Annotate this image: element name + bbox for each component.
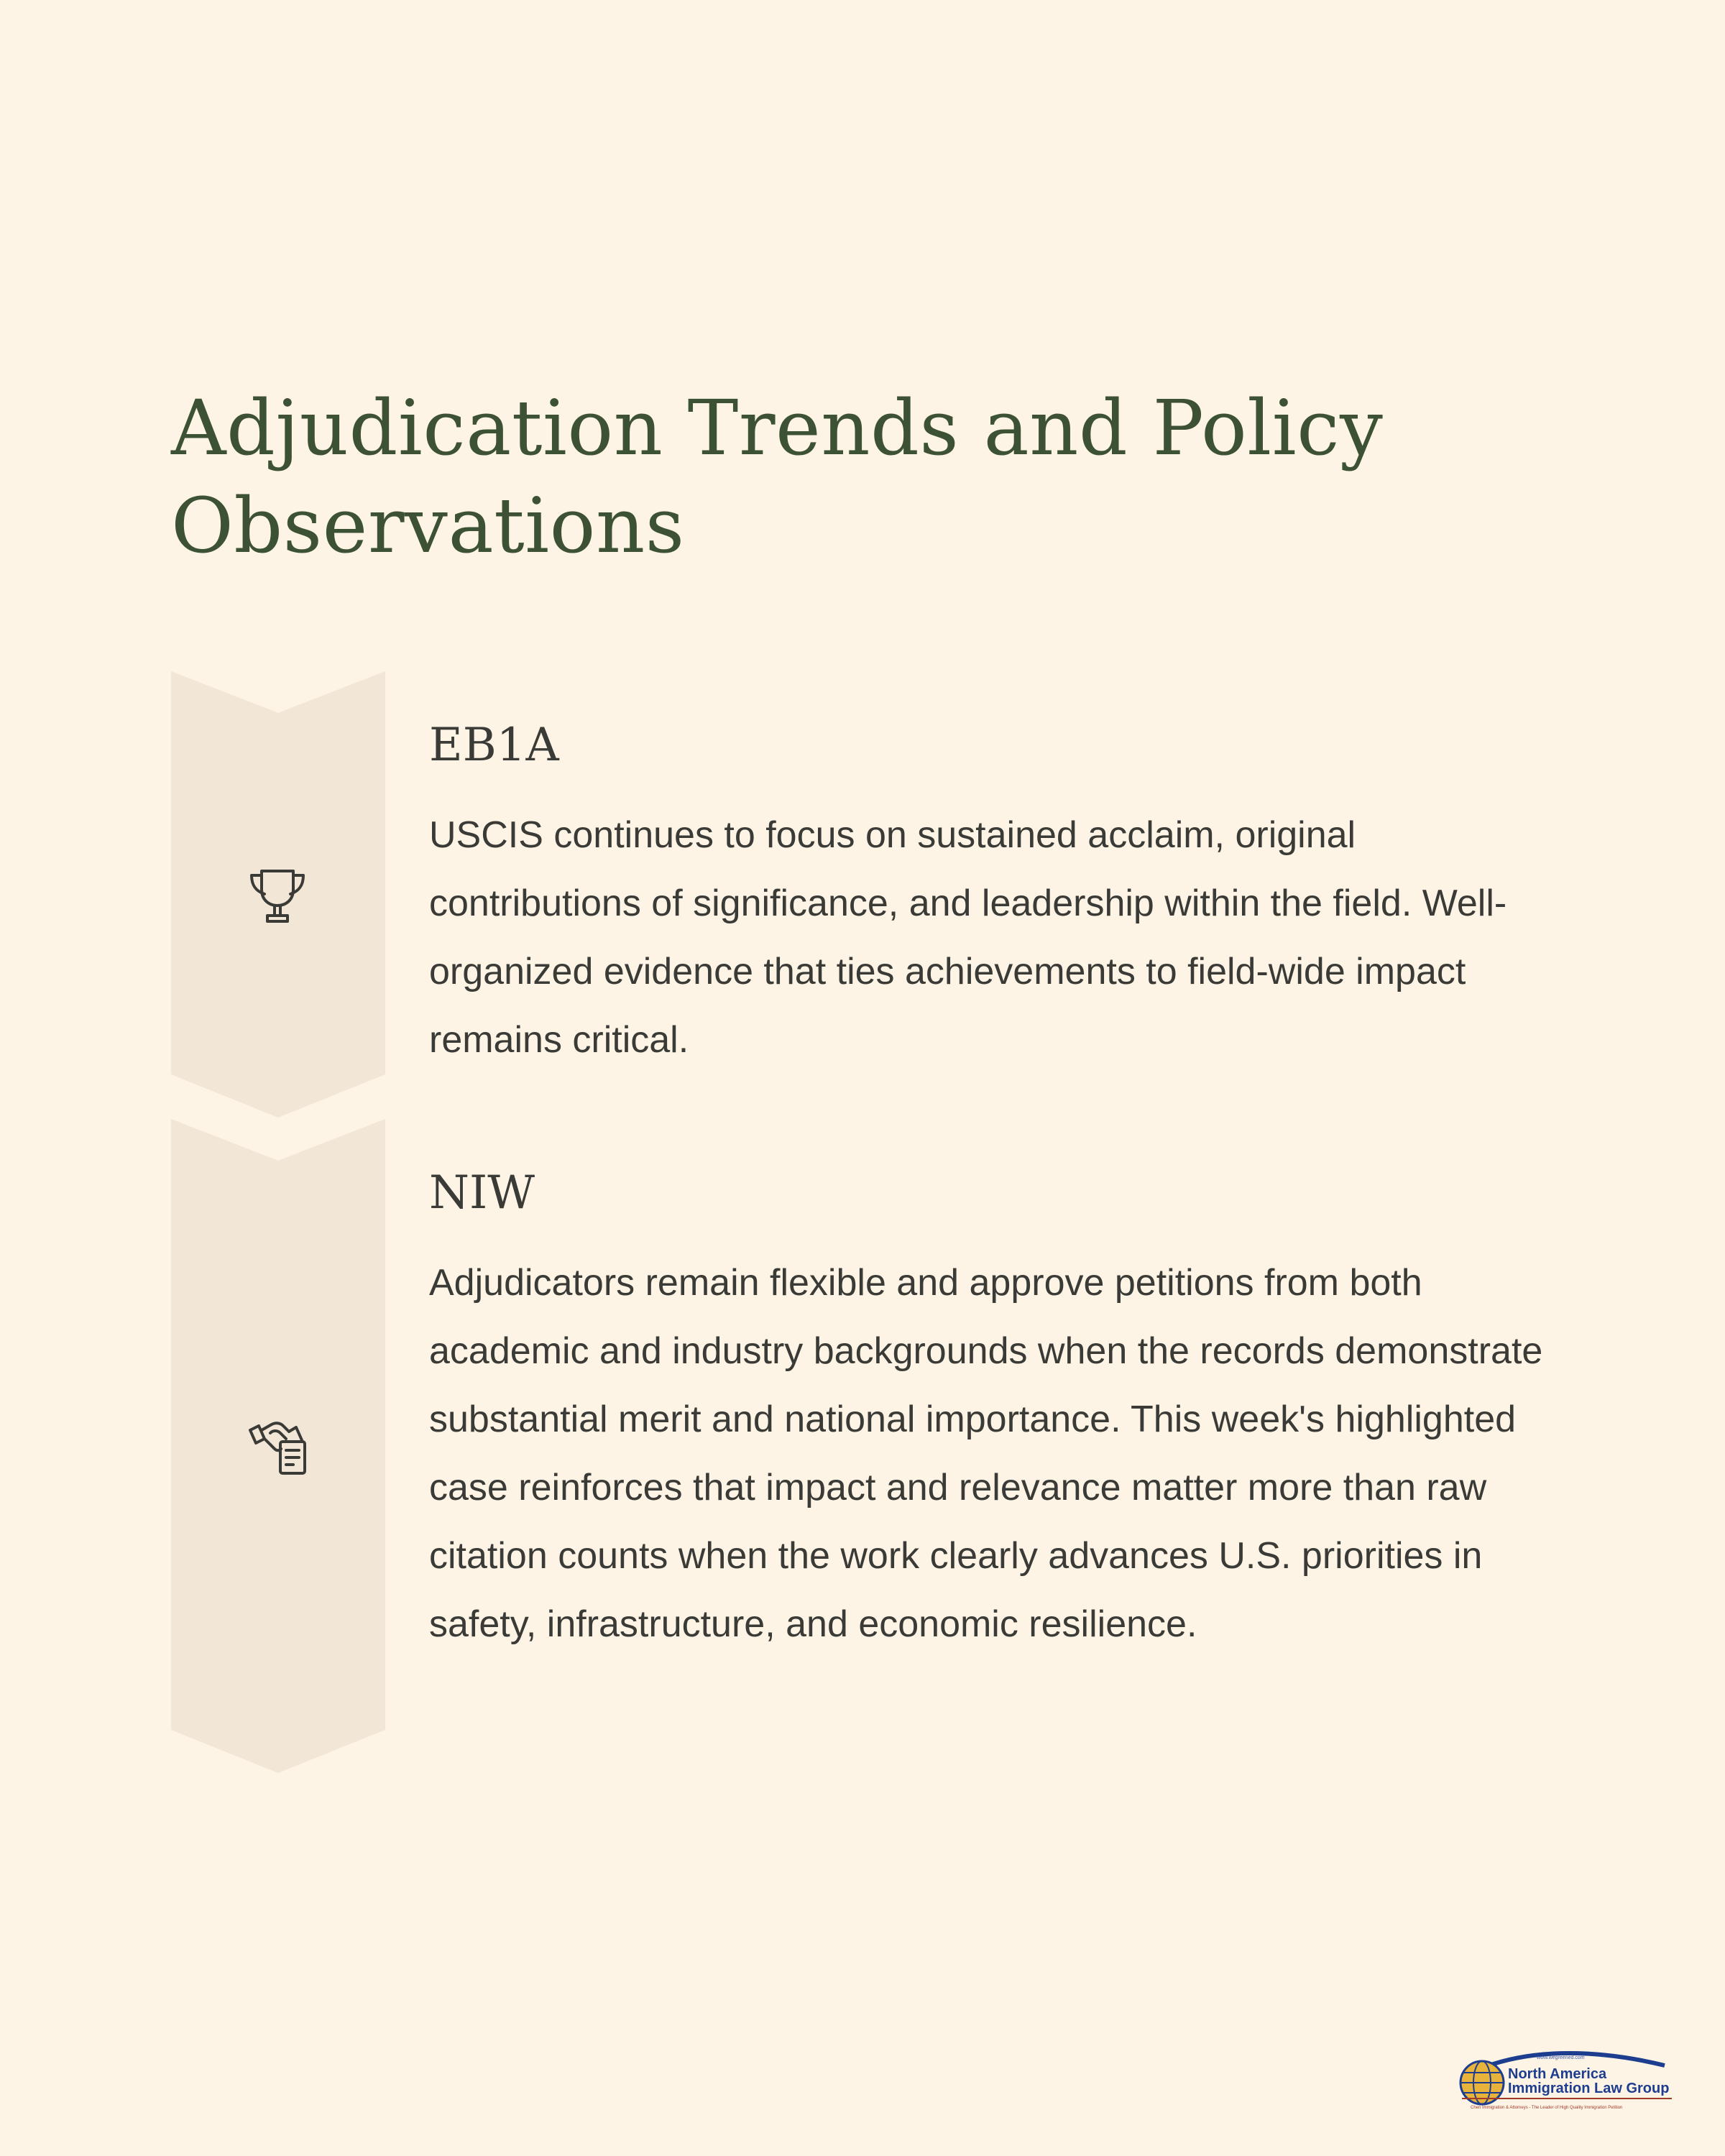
company-logo: www.wegreened.com North America Immigration Law Group Chen Immigration & Attorneys - The Leader of High Quality Immigration Petition	[1456, 2051, 1680, 2114]
handshake-document-icon	[243, 1411, 312, 1480]
trophy-icon	[243, 860, 312, 929]
section-heading-niw: NIW	[429, 1166, 535, 1220]
section-body-niw: Adjudicators remain flexible and approve petitions from both academic and industry backgrounds when the records demonstrate substantial merit and national importance. This week's highlighted case reinforces that impact and relevance matter more than raw citation counts when the work clearly advances U.S. priorities in safety, infrastructure, and economic resilience.	[429, 1262, 1543, 1645]
section-heading-eb1a: EB1A	[429, 719, 559, 772]
section-body-eb1a: USCIS continues to focus on sustained acclaim, original contributions of significance, and leadership within the field. Well-organized evidence that ties achievements to field-wide impact remains critical.	[429, 814, 1507, 1061]
page-title: Adjudication Trends and Policy Observations	[171, 384, 1384, 570]
